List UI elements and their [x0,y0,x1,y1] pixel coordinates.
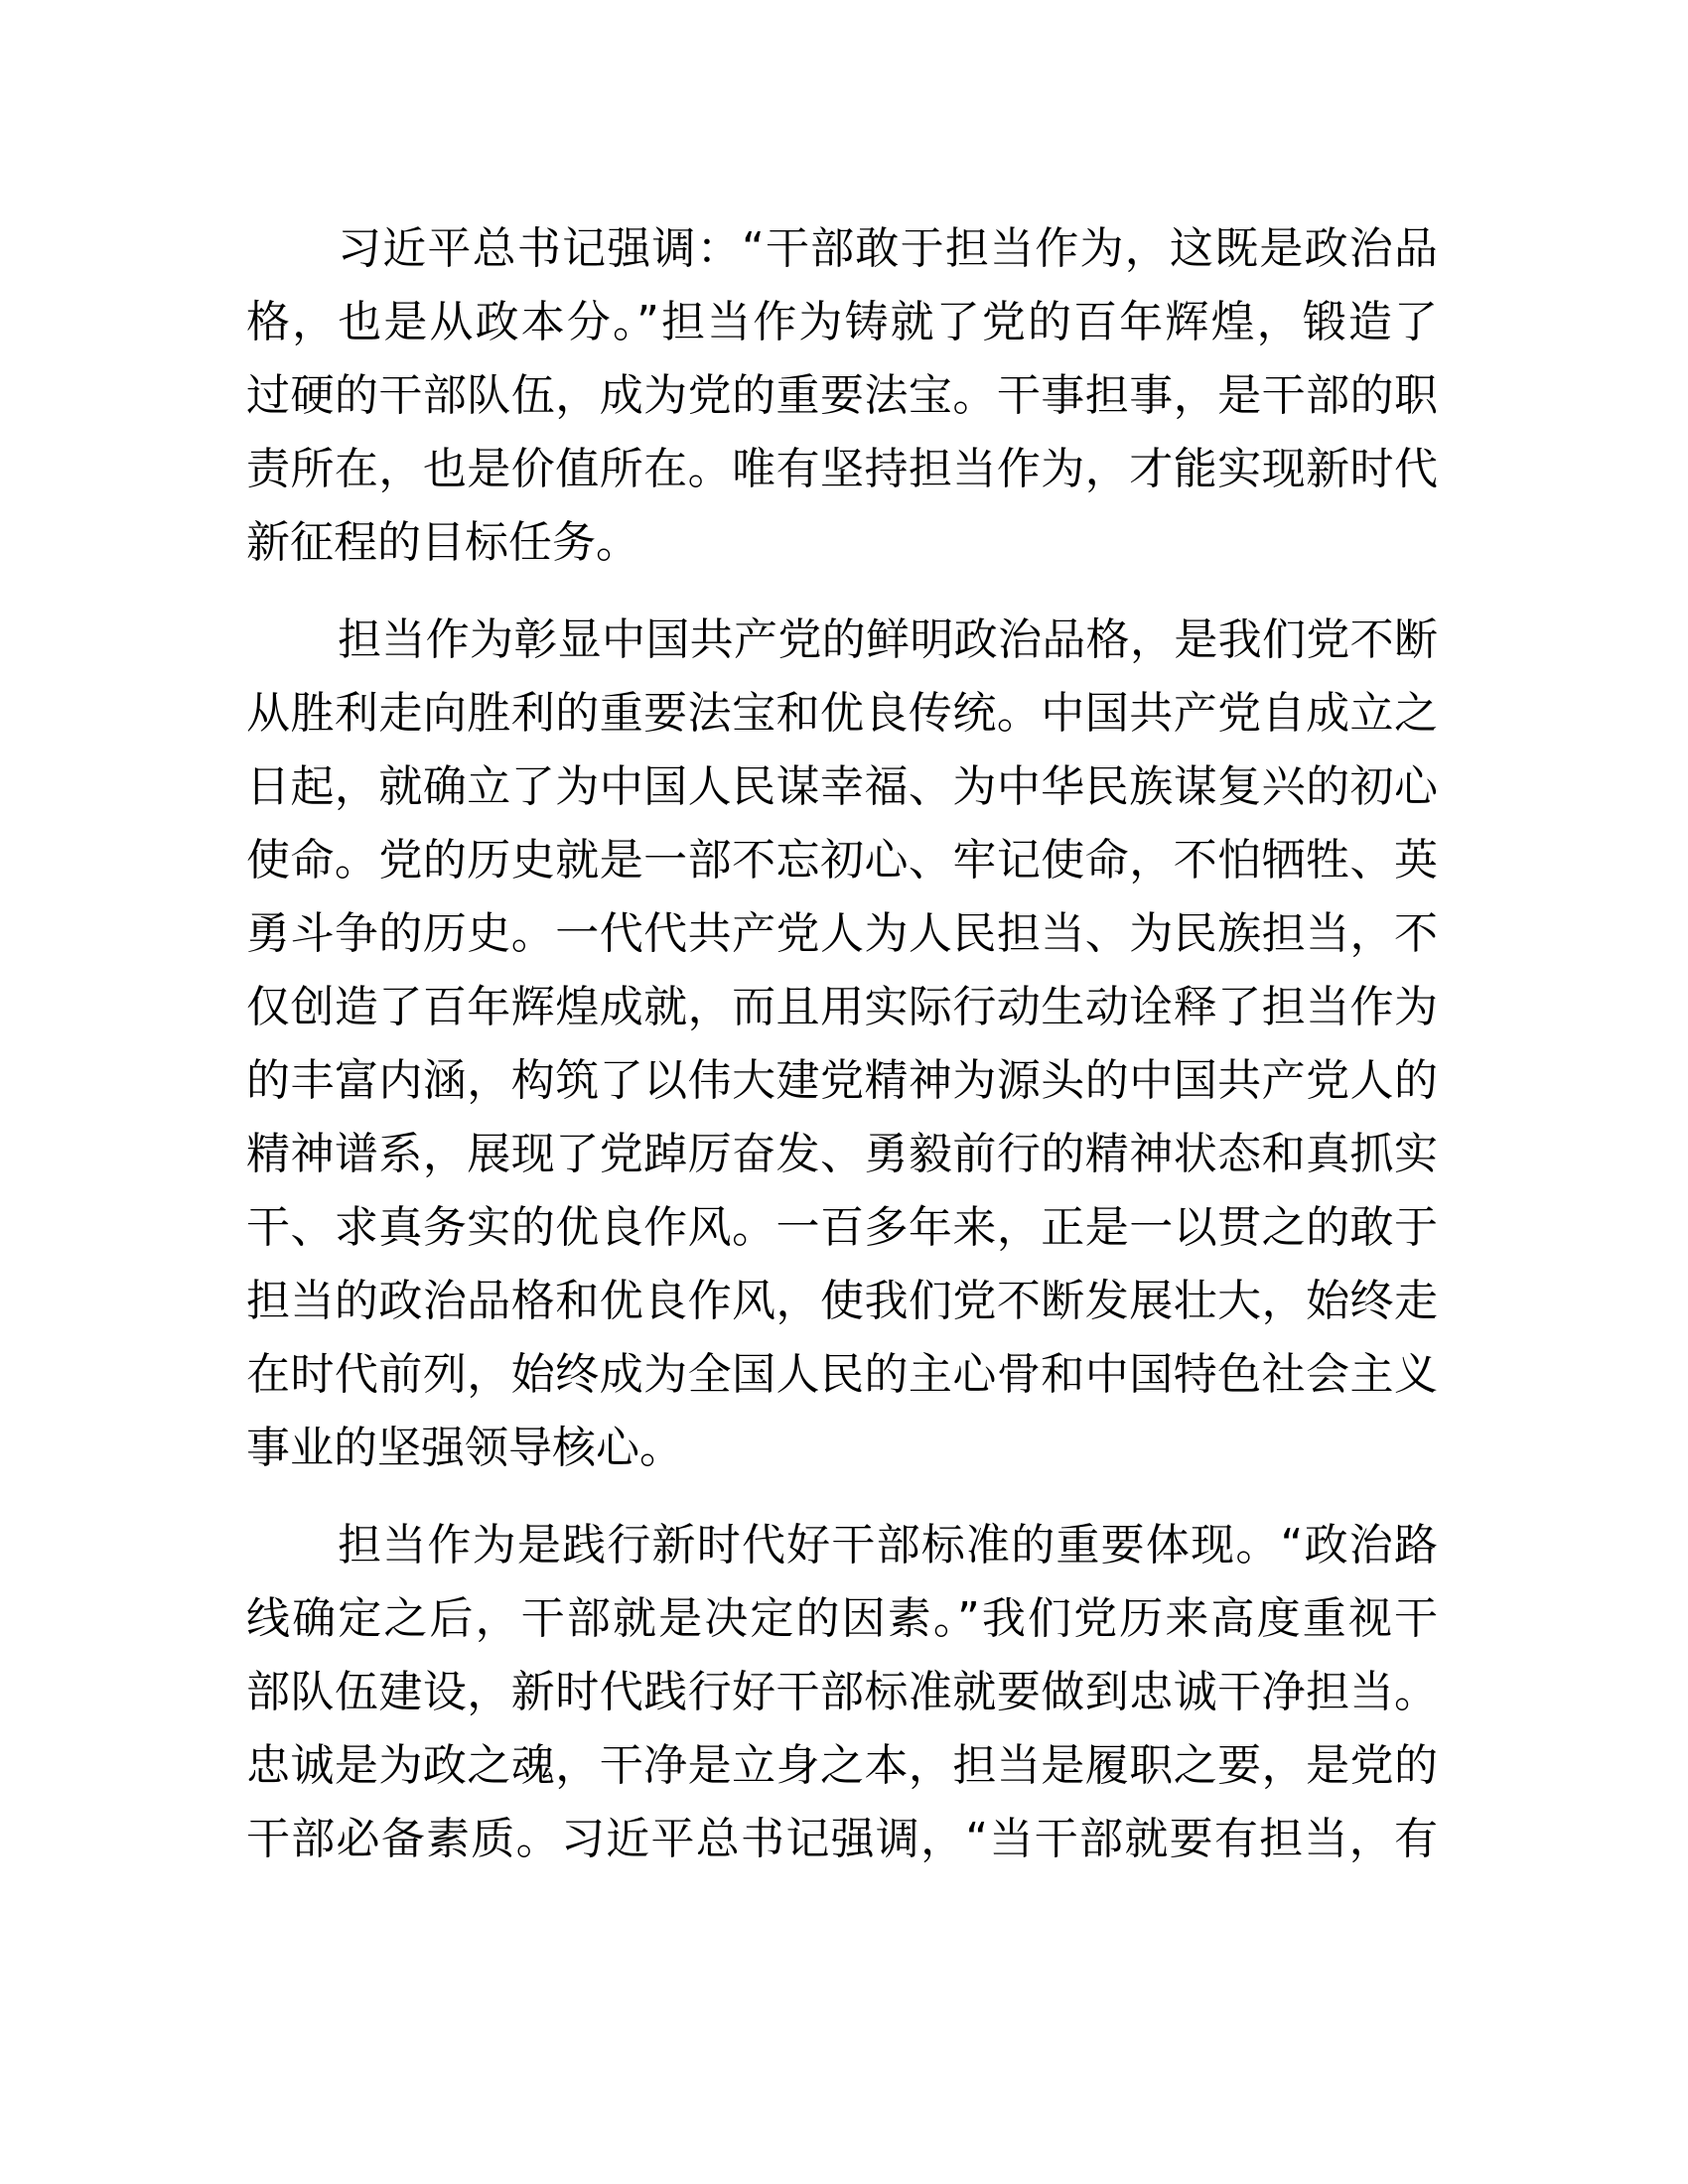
paragraph-spacer [246,580,1438,604]
text-line: 担当的政治品格和优良作风，使我们党不断发展壮大，始终走 [246,1276,1438,1326]
text-line: 责所在，也是价值所在。唯有坚持担当作为，才能实现新时代 [246,444,1438,494]
text-line: 担当作为彰显中国共产党的鲜明政治品格，是我们党不断 [338,614,1438,665]
paragraph-2 [246,604,1438,1485]
text-line: 干、求真务实的优良作风。一百多年来，正是一以贯之的敢于 [246,1202,1438,1253]
text-line: 精神谱系，展现了党踔厉奋发、勇毅前行的精神状态和真抓实 [246,1129,1438,1179]
text-line: 从胜利走向胜利的重要法宝和优良传统。中国共产党自成立之 [246,688,1438,739]
text-line: 仅创造了百年辉煌成就，而且用实际行动生动诠释了担当作为 [246,982,1438,1032]
text-line: 事业的坚强领导核心。 [246,1423,683,1473]
document-body [246,212,1438,1876]
text-line: 过硬的干部队伍，成为党的重要法宝。干事担事，是干部的职 [246,370,1438,421]
text-line: 线确定之后，干部就是决定的因素。”我们党历来高度重视干 [246,1593,1438,1644]
text-line: 担当作为是践行新时代好干部标准的重要体现。“政治路 [338,1520,1438,1570]
text-line: 部队伍建设，新时代践行好干部标准就要做到忠诚干净担当。 [246,1667,1438,1717]
text-line: 忠诚是为政之魂，干净是立身之本，担当是履职之要，是党的 [246,1740,1438,1791]
text-line: 勇斗争的历史。一代代共产党人为人民担当、为民族担当，不 [246,908,1438,959]
paragraph-spacer [246,1485,1438,1509]
text-line: 使命。党的历史就是一部不忘初心、牢记使命，不怕牺牲、英 [246,835,1438,886]
text-line: 干部必备素质。习近平总书记强调，“当干部就要有担当，有 [246,1814,1438,1864]
text-line: 格，也是从政本分。”担当作为铸就了党的百年辉煌，锻造了 [246,297,1438,347]
text-line: 日起，就确立了为中国人民谋幸福、为中华民族谋复兴的初心 [246,761,1438,812]
text-line: 的丰富内涵，构筑了以伟大建党精神为源头的中国共产党人的 [246,1055,1438,1106]
text-line: 在时代前列，始终成为全国人民的主心骨和中国特色社会主义 [246,1349,1438,1400]
paragraph-3 [246,1509,1438,1876]
text-line: 新征程的目标任务。 [246,517,639,568]
paragraph-1 [246,212,1438,580]
text-line: 习近平总书记强调：“干部敢于担当作为，这既是政治品 [338,223,1438,274]
